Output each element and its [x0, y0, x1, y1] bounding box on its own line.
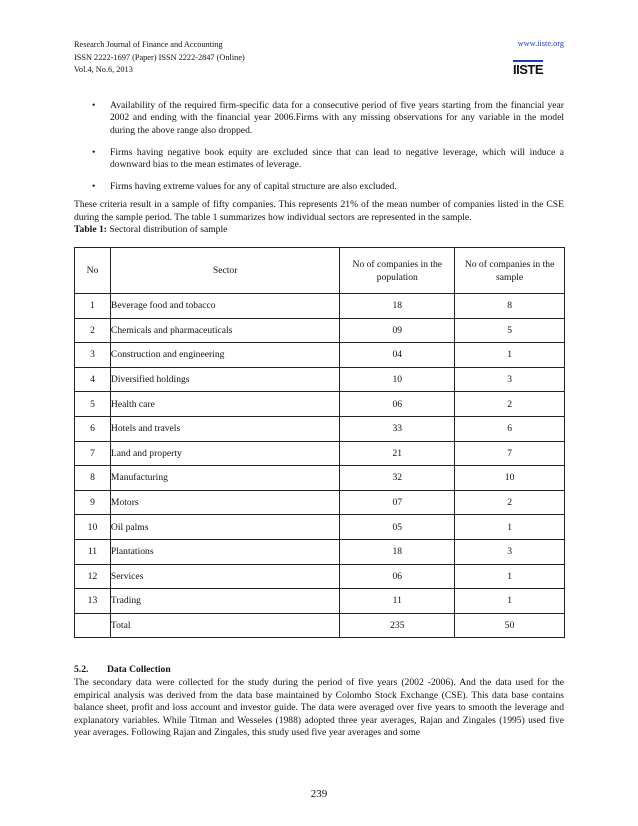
row-sector: Motors	[110, 490, 339, 515]
journal-link-container	[518, 39, 564, 48]
row-sector: Chemicals and pharmaceuticals	[110, 318, 339, 343]
row-no: 6	[75, 416, 111, 441]
table-row	[75, 589, 565, 614]
row-population: 10	[340, 367, 455, 392]
row-sector: Beverage food and tobacco	[110, 294, 339, 319]
row-sample: 10	[455, 466, 565, 491]
bullet-dot-icon: •	[92, 146, 96, 158]
bullet-item	[74, 100, 564, 137]
total-no-cell	[75, 613, 111, 638]
header-sample: No of companies in the sample	[455, 248, 565, 294]
row-sector: Manufacturing	[110, 466, 339, 491]
row-sample: 5	[455, 318, 565, 343]
sector-distribution-table	[74, 247, 565, 638]
bullet-text: Firms having negative book equity are excluded since that can lead to negative leverage, which will induce a downward bias to the mean estimates of leverage.	[110, 146, 564, 171]
total-sample: 50	[455, 613, 565, 638]
table-row	[75, 343, 565, 368]
row-population: 06	[340, 564, 455, 589]
row-population: 32	[340, 466, 455, 491]
row-sector: Plantations	[110, 539, 339, 564]
section-body: The secondary data were collected for the study during the period of five years (2002 -2006). And the data used for the empirical analysis was derived from the data base maintained by Colombo Stock Exchange (CSE). This data base contains balance sheet, profit and loss account and investor guide. The data were averaged over five years to smooth the leverage and explanatory variables. While Titman and Wesseles (1988) adopted three year averages, Rajan and Zingales (1995) used five year averages. Following Rajan and Zingales, this study used five year averages and some	[74, 677, 564, 738]
total-label: Total	[110, 613, 339, 638]
row-population: 18	[340, 539, 455, 564]
row-no: 4	[75, 367, 111, 392]
row-sector: Services	[110, 564, 339, 589]
criteria-bullet-list	[74, 100, 564, 194]
row-no: 13	[75, 589, 111, 614]
row-population: 18	[340, 294, 455, 319]
table-row	[75, 441, 565, 466]
section-heading	[74, 664, 171, 675]
table-row	[75, 367, 565, 392]
intro-paragraph: These criteria result in a sample of fifty companies. This represents 21% of the mean number of companies listed in the CSE during the sample period. The table 1 summarizes how individual sectors are represented in the sample.	[74, 199, 564, 223]
bullet-text: Firms having extreme values for any of capital structure are also excluded.	[110, 181, 397, 193]
table-row	[75, 392, 565, 417]
row-population: 21	[340, 441, 455, 466]
row-sample: 1	[455, 589, 565, 614]
row-sample: 3	[455, 539, 565, 564]
journal-url-link[interactable]: www.iiste.org	[517, 39, 564, 48]
journal-title: Research Journal of Finance and Accounting	[74, 40, 223, 49]
table-row	[75, 318, 565, 343]
table-row	[75, 294, 565, 319]
row-sample: 3	[455, 367, 565, 392]
row-no: 1	[75, 294, 111, 319]
row-no: 8	[75, 466, 111, 491]
volume-line: Vol.4, No.6, 2013	[74, 65, 133, 74]
row-sample: 7	[455, 441, 565, 466]
header-sector: Sector	[110, 248, 339, 294]
row-sector: Oil palms	[110, 515, 339, 540]
row-population: 05	[340, 515, 455, 540]
row-sector: Hotels and travels	[110, 416, 339, 441]
row-sample: 2	[455, 490, 565, 515]
bullet-item	[74, 147, 564, 172]
table-caption-text: Sectoral distribution of sample	[106, 224, 228, 235]
table-header-row	[75, 248, 565, 294]
row-no: 12	[75, 564, 111, 589]
row-sector: Diversified holdings	[110, 367, 339, 392]
row-no: 11	[75, 539, 111, 564]
row-sector: Construction and engineering	[110, 343, 339, 368]
row-sample: 2	[455, 392, 565, 417]
bullet-dot-icon: •	[92, 100, 96, 111]
row-sample: 1	[455, 515, 565, 540]
issn-line: ISSN 2222-1697 (Paper) ISSN 2222-2847 (Online)	[74, 52, 245, 62]
table-row	[75, 416, 565, 441]
bullet-item	[74, 181, 564, 193]
row-no: 3	[75, 343, 111, 368]
row-no: 2	[75, 318, 111, 343]
row-no: 5	[75, 392, 111, 417]
table-caption	[74, 224, 564, 237]
row-no: 9	[75, 490, 111, 515]
row-population: 33	[340, 416, 455, 441]
row-sample: 1	[455, 343, 565, 368]
table-total-row	[75, 613, 565, 638]
bullet-text: Availability of the required firm-specific data for a consecutive period of five years starting from the financial year 2002 and ending with the financial year 2006.Firms with any missing observations for any variable in the model during the above range also dropped.	[110, 100, 564, 136]
row-population: 11	[340, 589, 455, 614]
row-population: 09	[340, 318, 455, 343]
row-sample: 6	[455, 416, 565, 441]
section-title: Data Collection	[107, 664, 171, 675]
row-sample: 1	[455, 564, 565, 589]
row-sample: 8	[455, 294, 565, 319]
table-row	[75, 515, 565, 540]
table-row	[75, 539, 565, 564]
header-no: No	[75, 248, 111, 294]
row-population: 04	[340, 343, 455, 368]
bullet-dot-icon: •	[92, 181, 96, 193]
row-population: 07	[340, 490, 455, 515]
page-number: 239	[310, 788, 328, 800]
header-population: No of companies in the population	[340, 248, 455, 294]
iiste-logo: IISTE	[513, 62, 544, 77]
running-header	[74, 39, 245, 77]
table-row	[75, 564, 565, 589]
section-number: 5.2.	[74, 664, 89, 675]
row-sector: Land and property	[110, 441, 339, 466]
row-sector: Health care	[110, 392, 339, 417]
table-row	[75, 490, 565, 515]
row-sector: Trading	[110, 589, 339, 614]
row-no: 7	[75, 441, 111, 466]
table-caption-label: Table 1:	[74, 224, 107, 235]
row-no: 10	[75, 515, 111, 540]
row-population: 06	[340, 392, 455, 417]
table-row	[75, 466, 565, 491]
total-population: 235	[340, 613, 455, 638]
